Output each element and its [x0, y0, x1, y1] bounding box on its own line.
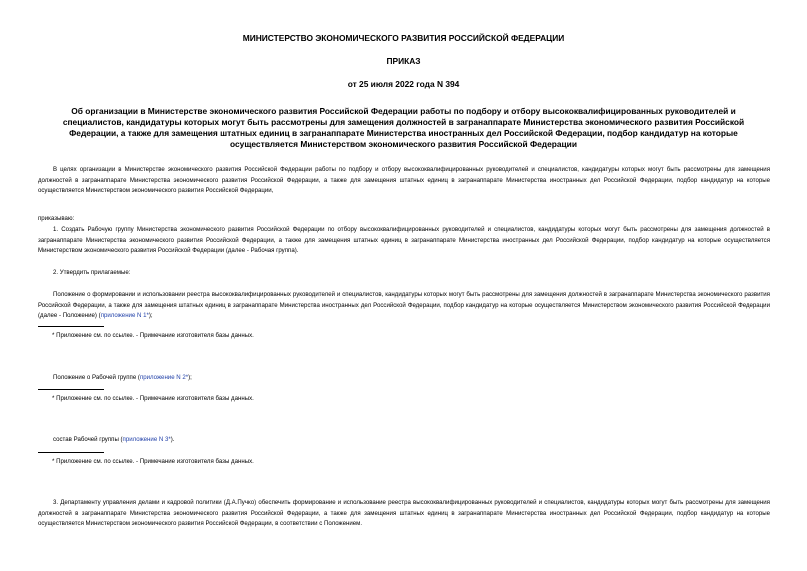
- regulation-end: );: [148, 312, 153, 319]
- item-2-paragraph: 2. Утвердить прилагаемые:: [53, 269, 131, 276]
- document-title: Об организации в Министерстве экономического развития Российской Федерации работы по подбору и отбору высококвалифицированных руководителей и специалистов, кандидатуры которых могут быть рассмотрены для замещения должностей в загранаппарате Министерства экономического развития Российской Федерации, а также для замещения штатных единиц в загранаппарате Министерства иностранных дел Российской Федерации, подбор кандидатур на которые осуществляется Министерством экономического развития Российской Федерации: [62, 106, 745, 149]
- footnote-divider-1: [38, 326, 104, 327]
- order-word: приказываю:: [38, 215, 75, 222]
- footnote-1: * Приложение см. по ссылке. - Примечание изготовителя базы данных.: [52, 332, 254, 339]
- regulation-paragraph: [38, 290, 770, 322]
- preamble-paragraph: В целях организации в Министерстве экономического развития Российской Федерации работы по подбору и отбору высококвалифицированных руководителей и специалистов, кандидатуры которых могут быть рассмотрены для замещения должностей в загранаппарате Министерства экономического развития Российской Федерации, а также для замещения штатных единиц в загранаппарате Министерства иностранных дел Российской Федерации, подбор кандидатур на которые осуществляется Министерством экономического развития Российской Федерации,: [38, 166, 770, 194]
- working-group-paragraph: [38, 373, 770, 384]
- document-date: от 25 июля 2022 года N 394: [347, 79, 460, 89]
- working-group-end: );: [188, 374, 192, 381]
- ministry-heading: МИНИСТЕРСТВО ЭКОНОМИЧЕСКОГО РАЗВИТИЯ РОССИЙСКОЙ ФЕДЕРАЦИИ: [242, 33, 565, 43]
- appendix-3-link[interactable]: приложение N 3*: [122, 436, 171, 443]
- footnote-divider-3: [38, 452, 104, 453]
- footnote-2: * Приложение см. по ссылке. - Примечание изготовителя базы данных.: [52, 395, 254, 402]
- composition-text: состав Рабочей группы (: [53, 436, 123, 443]
- item-1-paragraph: 1. Создать Рабочую группу Министерства экономического развития Российской Федерации по отбору высококвалифицированных руководителей и специалистов, кандидатуры которых могут быть рассмотрены для замещения должностей в загранаппарате Министерства экономического развития Российской Федерации, а также для замещения штатных единиц в загранаппарате Министерства иностранных дел Российской Федерации, подбор кандидатур на которые осуществляется Министерством экономического развития Российской Федерации (далее - Рабочая группа).: [38, 226, 770, 254]
- appendix-1-link[interactable]: приложение N 1*: [100, 312, 149, 319]
- regulation-text: Положение о формировании и использовании реестра высококвалифицированных руководителей и специалистов, кандидатуры которых могут быть рассмотрены для замещения должностей в загранаппарате Министерства экономического развития Российской Федерации, а также для замещения штатных единиц в загранаппарате Министерства иностранных дел Российской Федерации, подбор кандидатур на которые осуществляется Министерством экономического развития Российской Федерации (далее - Положение) (: [38, 291, 770, 319]
- composition-paragraph: [38, 435, 770, 446]
- working-group-text: Положение о Рабочей группе (: [53, 374, 140, 381]
- document-type: ПРИКАЗ: [386, 56, 421, 66]
- footnote-3: * Приложение см. по ссылке. - Примечание изготовителя базы данных.: [52, 458, 254, 465]
- footnote-divider-2: [38, 389, 104, 390]
- appendix-2-link[interactable]: приложение N 2*: [139, 374, 189, 381]
- composition-end: ).: [170, 436, 175, 443]
- item-3-paragraph: 3. Департаменту управления делами и кадровой политики (Д.А.Пучко) обеспечить формирование и использование реестра высококвалифицированных руководителей и специалистов, кандидатуры которых могут быть рассмотрены для замещения должностей в загранаппарате Министерства экономического развития Российской Федерации, а также для замещения штатных единиц в загранаппарате Министерства иностранных дел Российской Федерации, подбор кандидатур на которые осуществляется Министерством экономического развития Российской Федерации, в соответствии с Положением.: [38, 499, 770, 527]
